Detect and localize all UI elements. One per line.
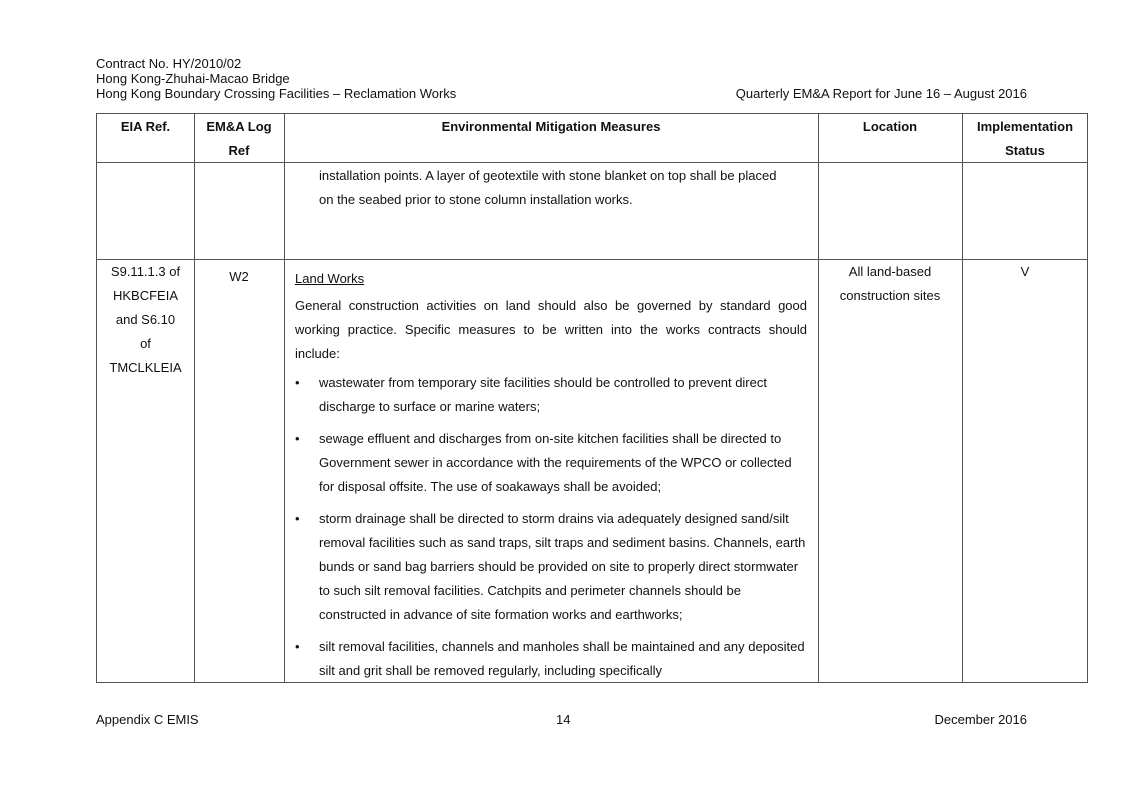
header-ema-log-ref-line2: Ref	[228, 143, 250, 158]
contract-number: Contract No. HY/2010/02	[96, 56, 242, 71]
emis-table	[96, 113, 1088, 683]
row2-status: V	[1020, 264, 1030, 279]
col-divider	[818, 114, 819, 682]
report-title: Quarterly EM&A Report for June 16 – August 2016	[735, 86, 1027, 101]
header-ema-log-ref-line1: EM&A Log	[206, 119, 272, 134]
header-eia-ref: EIA Ref.	[120, 119, 171, 134]
bullet-icon: •	[295, 511, 300, 526]
footer-appendix: Appendix C EMIS	[96, 712, 199, 727]
eia-ref-line: S9.11.1.3 of	[110, 264, 181, 279]
land-works-heading: Land Works	[295, 271, 365, 286]
page-number: 14	[556, 712, 571, 727]
facility-name: Hong Kong Boundary Crossing Facilities – Reclamation Works	[96, 86, 457, 101]
land-works-intro: General construction activities on land should also be governed by standard good working practice. Specific measures to be written into the works contracts should include:	[295, 298, 807, 361]
col-divider	[284, 114, 285, 682]
eia-ref-line: and S6.10	[115, 312, 176, 327]
header-ema-log-ref	[194, 115, 284, 163]
row1-line: on the seabed prior to stone column installation works.	[319, 192, 633, 207]
eia-ref-line: of	[140, 336, 151, 351]
header-status-line1: Implementation	[976, 119, 1074, 134]
row2-location: All land-based construction sites	[839, 264, 941, 303]
bullet-text: sewage effluent and discharges from on-site kitchen facilities shall be directed to Government sewer in accordance with the requirements of the WPCO or collected for disposal offsite. The use of soakaways shall be avoided;	[319, 431, 792, 494]
header-left	[96, 56, 456, 101]
eia-ref-line: HKBCFEIA	[112, 288, 178, 303]
row1-measures	[319, 164, 809, 212]
header-status	[962, 115, 1088, 163]
bullet-icon: •	[295, 375, 300, 390]
row1-line: installation points. A layer of geotextile with stone blanket on top shall be placed	[319, 168, 777, 183]
project-name: Hong Kong-Zhuhai-Macao Bridge	[96, 71, 290, 86]
footer-date: December 2016	[934, 712, 1027, 727]
row2-log-ref: W2	[229, 269, 249, 284]
col-divider	[194, 114, 195, 682]
bullet-icon: •	[295, 639, 300, 654]
bullet-text: silt removal facilities, channels and manholes shall be maintained and any deposited silt and grit shall be removed regularly, including specifically	[319, 639, 805, 678]
bullet-icon: •	[295, 431, 300, 446]
row2-eia-ref	[97, 260, 194, 380]
header-status-line2: Status	[1005, 143, 1045, 158]
eia-ref-line: TMCLKLEIA	[109, 360, 182, 375]
header-measures: Environmental Mitigation Measures	[441, 119, 661, 134]
bullet-text: storm drainage shall be directed to storm drains via adequately designed sand/silt removal facilities such as sand traps, silt traps and sediment basins. Channels, earth bunds or sand bag barriers should be provided on site to properly direct stormwater to such silt removal facilities. Catchpits and perimeter channels should be constructed in advance of site formation works and earthworks;	[319, 511, 806, 622]
col-divider	[962, 114, 963, 682]
header-location: Location	[862, 119, 918, 134]
bullet-text: wastewater from temporary site facilities should be controlled to prevent direct discharge to surface or marine waters;	[319, 375, 767, 414]
